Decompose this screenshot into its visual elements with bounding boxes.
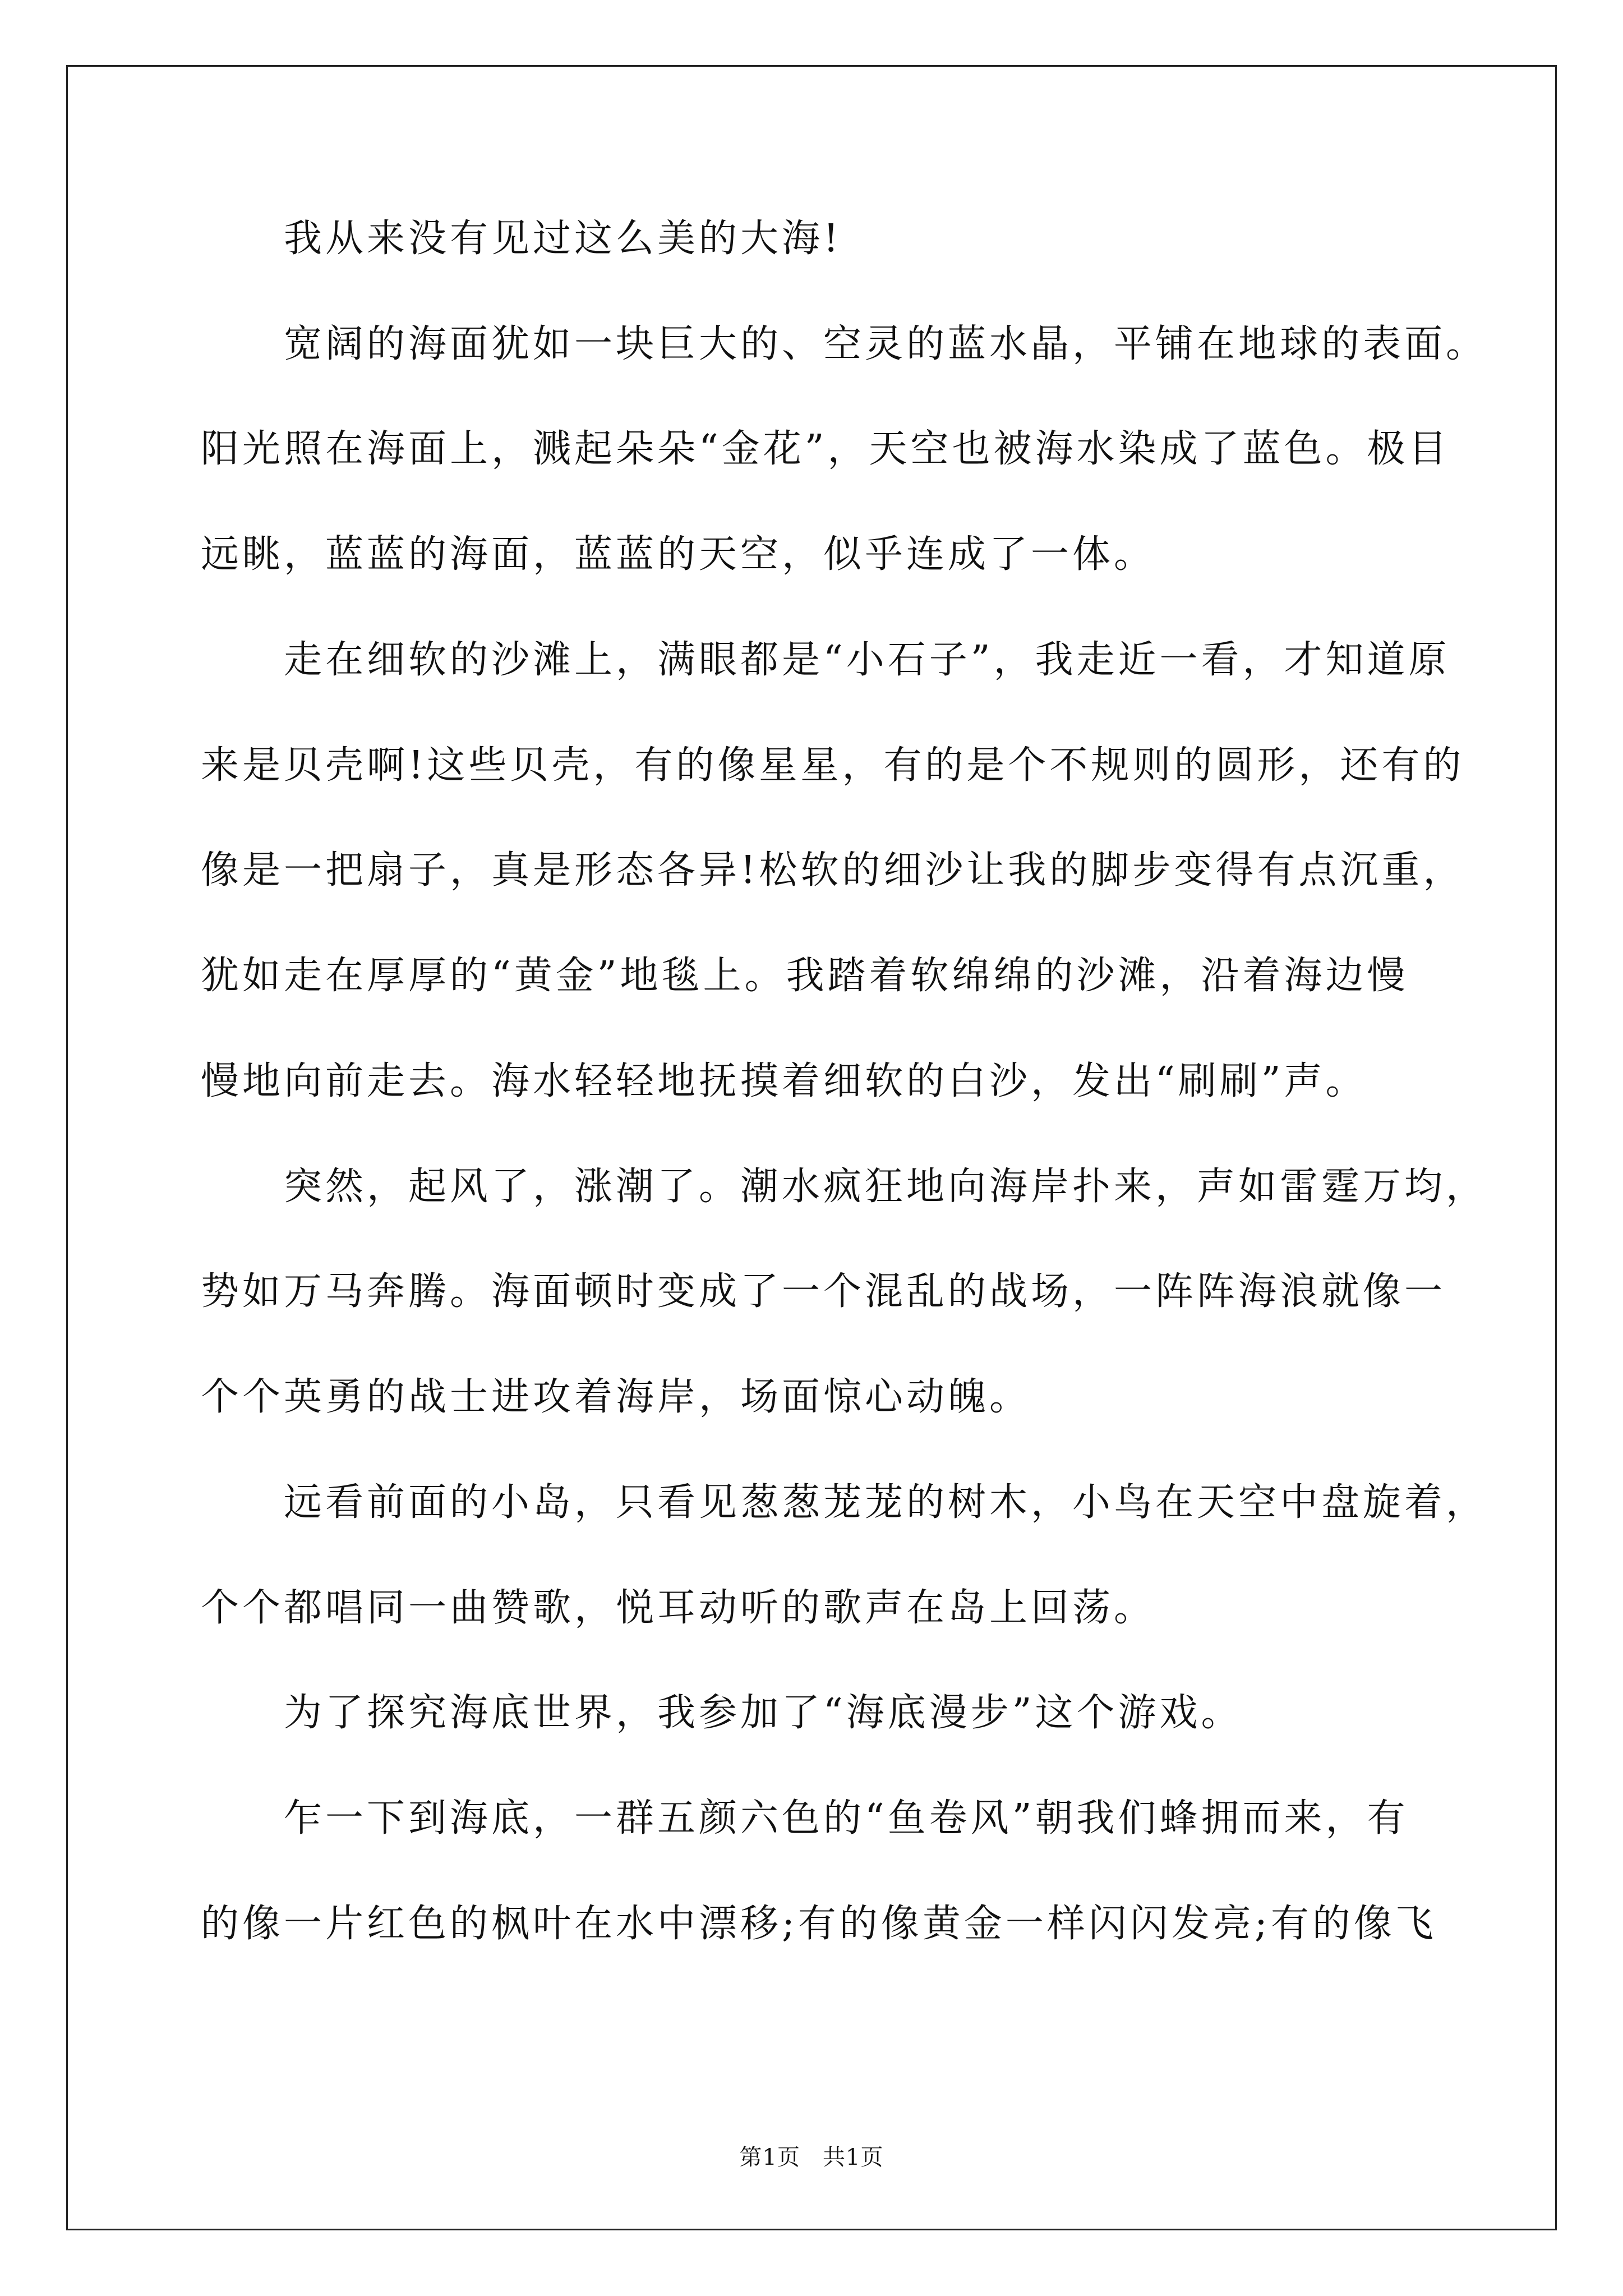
paragraph-3-line-1: 走在细软的沙滩上，满眼都是“小石子”，我走近一看，才知道原 (284, 638, 1450, 682)
paragraph-3-line-4: 犹如走在厚厚的“黄金”地毯上。我踏着软绵绵的沙滩，沿着海边慢 (201, 954, 1409, 998)
paragraph-7-line-2: 的像一片红色的枫叶在水中漂移;有的像黄金一样闪闪发亮;有的像飞 (201, 1902, 1437, 1946)
paragraph-5-line-2: 个个都唱同一曲赞歌，悦耳动听的歌声在岛上回荡。 (201, 1586, 1156, 1630)
paragraph-4-line-1: 突然，起风了，涨潮了。潮水疯狂地向海岸扑来，声如雷霆万均， (284, 1165, 1488, 1209)
paragraph-6-line-1: 为了探究海底世界，我参加了“海底漫步”这个游戏。 (284, 1691, 1243, 1735)
paragraph-5-line-1: 远看前面的小岛，只看见葱葱茏茏的树木，小鸟在天空中盘旋着， (284, 1480, 1488, 1525)
page-total: 共1页 (823, 2145, 884, 2170)
paragraph-3-line-2: 来是贝壳啊!这些贝壳，有的像星星，有的是个不规则的圆形，还有的 (201, 743, 1465, 788)
paragraph-2-line-3: 远眺，蓝蓝的海面，蓝蓝的天空，似乎连成了一体。 (201, 532, 1156, 577)
paragraph-3-line-5: 慢地向前走去。海水轻轻地抚摸着细软的白沙，发出“刷刷”声。 (201, 1059, 1367, 1103)
paragraph-3-line-3: 像是一把扇子，真是形态各异!松软的细沙让我的脚步变得有点沉重， (201, 848, 1465, 892)
paragraph-1-line-1: 我从来没有见过这么美的大海! (284, 217, 842, 261)
paragraph-2-line-2: 阳光照在海面上，溅起朵朵“金花”，天空也被海水染成了蓝色。极目 (201, 427, 1450, 471)
paragraph-4-line-2: 势如万马奔腾。海面顿时变成了一个混乱的战场，一阵阵海浪就像一 (201, 1269, 1446, 1314)
paragraph-2-line-1: 宽阔的海面犹如一块巨大的、空灵的蓝水晶，平铺在地球的表面。 (284, 322, 1488, 366)
page-footer (0, 2139, 1623, 2171)
page-number: 第1页 (739, 2145, 800, 2170)
paragraph-4-line-3: 个个英勇的战士进攻着海岸，场面惊心动魄。 (201, 1375, 1031, 1419)
paragraph-7-line-1: 乍一下到海底，一群五颜六色的“鱼卷风”朝我们蜂拥而来，有 (284, 1796, 1409, 1841)
